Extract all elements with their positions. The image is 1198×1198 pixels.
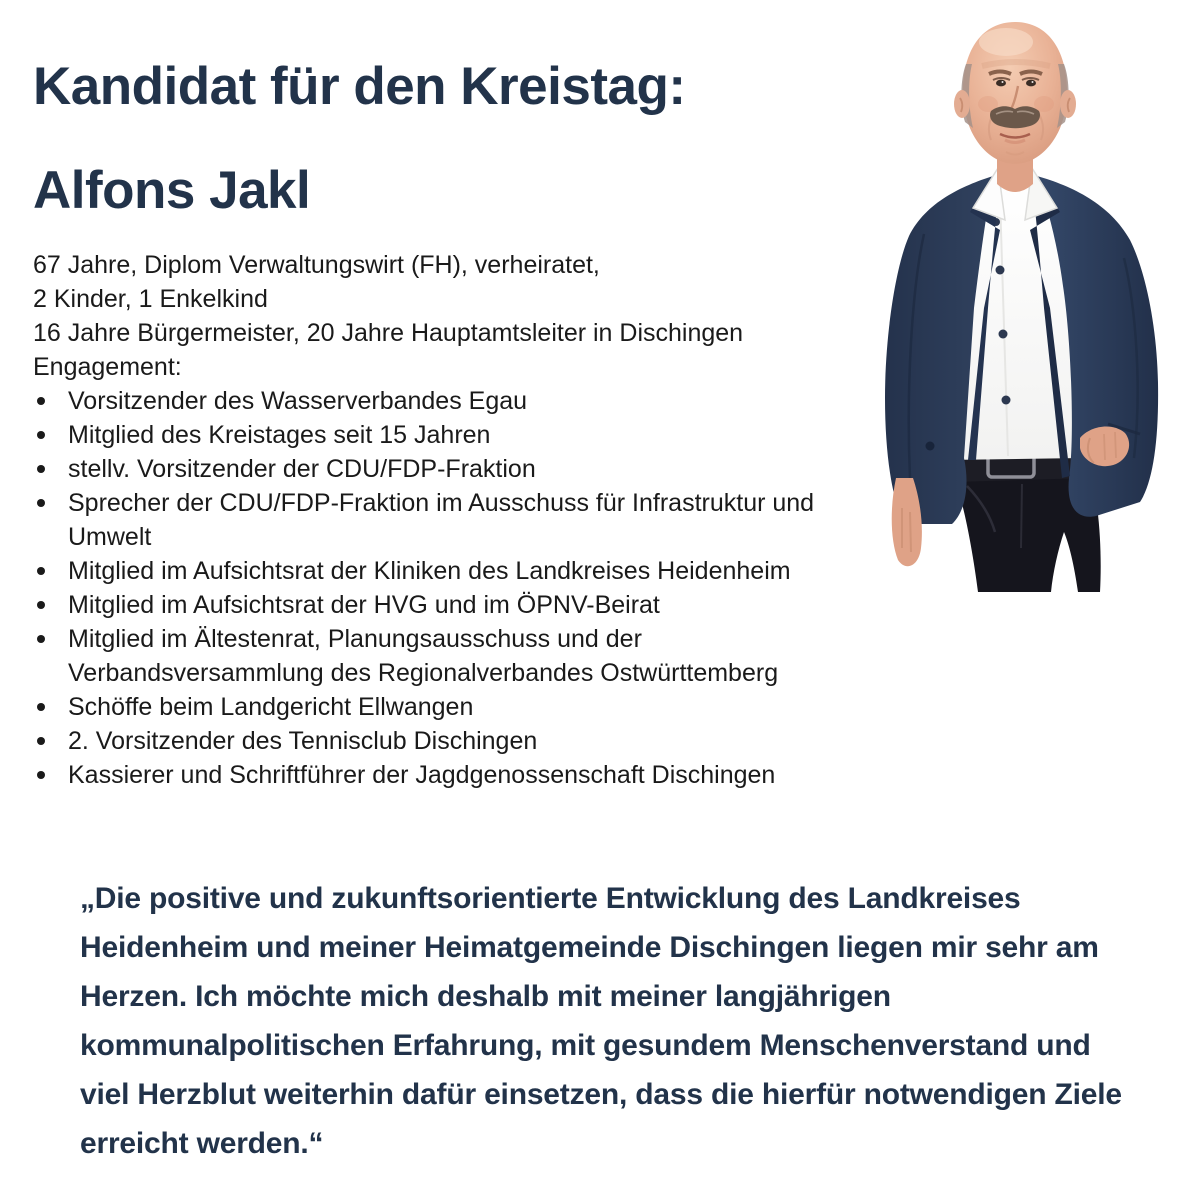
bio-line: 67 Jahre, Diplom Verwaltungswirt (FH), verheiratet, <box>33 251 600 279</box>
bullet-icon <box>37 703 45 711</box>
engagement-item-text: Mitglied im Ältestenrat, Planungsausschuss und der Verbandsversammlung des Regionalverbandes Ostwürttemberg <box>68 625 779 687</box>
engagement-item <box>33 486 895 554</box>
engagement-item <box>33 384 895 418</box>
bio-line: 2 Kinder, 1 Enkelkind <box>33 285 268 313</box>
bio-lines <box>33 248 913 350</box>
engagement-item-text: stellv. Vorsitzender der CDU/FDP-Fraktion <box>68 455 536 483</box>
engagement-item <box>33 554 895 588</box>
bullet-icon <box>37 567 45 575</box>
engagement-item <box>33 758 895 792</box>
page-title: Kandidat für den Kreistag: <box>33 57 686 116</box>
engagement-item <box>33 588 895 622</box>
engagement-item-text: 2. Vorsitzender des Tennisclub Dischingen <box>68 727 538 755</box>
bullet-icon <box>37 465 45 473</box>
engagement-item-text: Mitglied im Aufsichtsrat der Kliniken des Landkreises Heidenheim <box>68 557 791 585</box>
engagement-item-text: Vorsitzender des Wasserverbandes Egau <box>68 387 528 415</box>
engagement-item <box>33 622 895 690</box>
engagement-item <box>33 418 895 452</box>
engagement-item-text: Mitglied des Kreistages seit 15 Jahren <box>68 421 491 449</box>
bullet-icon <box>37 397 45 405</box>
bullet-icon <box>37 771 45 779</box>
engagement-item-text: Kassierer und Schriftführer der Jagdgenossenschaft Dischingen <box>68 761 776 789</box>
candidate-name: Alfons Jakl <box>33 161 311 220</box>
bullet-icon <box>37 737 45 745</box>
engagement-item-text: Sprecher der CDU/FDP-Fraktion im Ausschuss für Infrastruktur und Umwelt <box>68 489 815 551</box>
main-content <box>33 0 1122 1168</box>
bullet-icon <box>37 635 45 643</box>
engagement-item <box>33 690 895 724</box>
engagement-list <box>33 384 895 792</box>
candidate-portrait-illustration <box>872 8 1198 600</box>
bullet-icon <box>37 431 45 439</box>
engagement-item <box>33 452 895 486</box>
engagement-item <box>33 724 895 758</box>
engagement-item-text: Schöffe beim Landgericht Ellwangen <box>68 693 474 721</box>
engagement-label: Engagement: <box>33 353 182 381</box>
bio-line: 16 Jahre Bürgermeister, 20 Jahre Hauptamtsleiter in Dischingen <box>33 319 744 347</box>
bullet-icon <box>37 601 45 609</box>
candidate-quote: „Die positive und zukunftsorientierte Entwicklung des Landkreises Heidenheim und meiner Heimatgemeinde Dischingen liegen mir sehr am Herzen. Ich möchte mich deshalb mit meiner langjährigen kommunalpolitischen Erfahrung, mit gesundem Menschenverstand und viel Herzblut weiterhin dafür einsetzen, dass die hierfür notwendigen Ziele erreicht werden.“ <box>80 882 1122 1160</box>
bio-block <box>33 248 913 384</box>
bullet-icon <box>37 499 45 507</box>
engagement-item-text: Mitglied im Aufsichtsrat der HVG und im ÖPNV-Beirat <box>68 591 660 619</box>
candidate-photo <box>872 8 1198 600</box>
